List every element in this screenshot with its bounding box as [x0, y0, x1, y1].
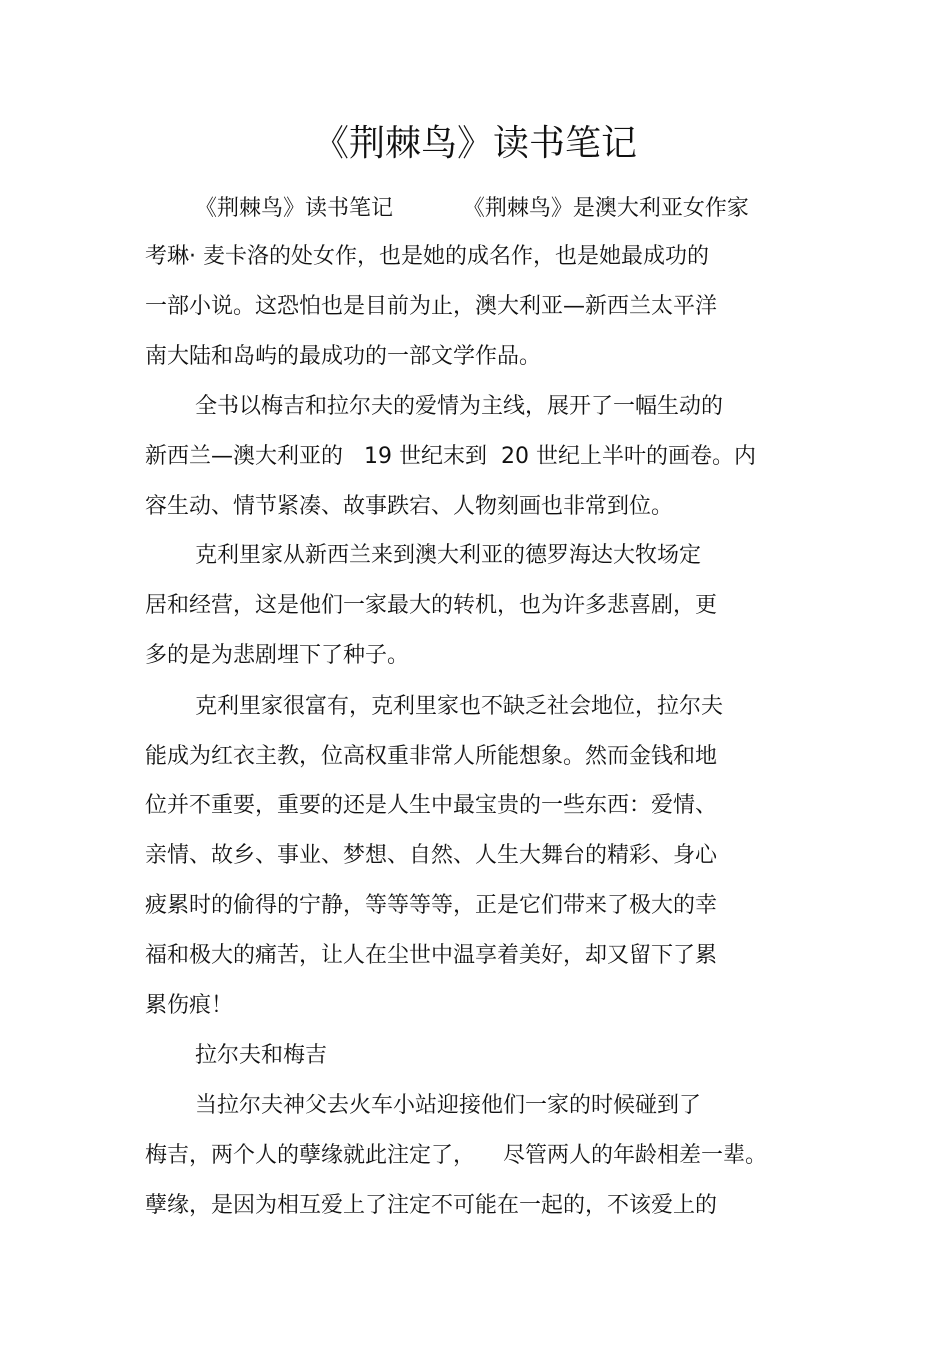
text-line: 新西兰—澳大利亚的 19 世纪末到 20 世纪上半叶的画卷。内: [145, 444, 756, 469]
text-line: 南大陆和岛屿的最成功的一部文学作品。: [145, 344, 542, 369]
text-line: 当拉尔夫神父去火车小站迎接他们一家的时候碰到了: [195, 1093, 702, 1118]
text-line: 疲累时的偷得的宁静，等等等等，正是它们带来了极大的幸: [145, 893, 718, 918]
text-line: 累伤痕！: [145, 993, 234, 1018]
text-line: 全书以梅吉和拉尔夫的爱情为主线，展开了一幅生动的: [195, 394, 724, 419]
text-line: 克利里家从新西兰来到澳大利亚的德罗海达大牧场定: [195, 543, 702, 568]
text-line: 考琳· 麦卡洛的处女作，也是她的成名作，也是她最成功的: [145, 244, 709, 269]
text-line: 梅吉，两个人的孽缘就此注定了， 尽管两人的年龄相差一辈。: [145, 1143, 767, 1168]
text-line: 能成为红衣主教，位高权重非常人所能想象。然而金钱和地: [145, 744, 718, 769]
text-line: 多的是为悲剧埋下了种子。: [145, 643, 410, 668]
text-line: 孽缘，是因为相互爱上了注定不可能在一起的，不该爱上的: [145, 1193, 718, 1218]
text-line: 居和经营，这是他们一家最大的转机，也为许多悲喜剧，更: [145, 593, 718, 618]
section-heading: 拉尔夫和梅吉: [195, 1043, 328, 1068]
text-line: 一部小说。这恐怕也是目前为止，澳大利亚—新西兰太平洋: [145, 294, 718, 319]
text-line: 亲情、故乡、事业、梦想、自然、人生大舞台的精彩、身心: [145, 843, 718, 868]
text-line: 《荆棘鸟》读书笔记 《荆棘鸟》是澳大利亚女作家: [195, 196, 749, 221]
text-line: 容生动、情节紧凑、故事跌宕、人物刻画也非常到位。: [145, 494, 674, 519]
text-line: 位并不重要，重要的还是人生中最宝贵的一些东西：爱情、: [145, 793, 718, 818]
text-line: 福和极大的痛苦，让人在尘世中温享着美好，却又留下了累: [145, 943, 718, 968]
document-title: 《荆棘鸟》读书笔记: [312, 123, 637, 164]
text-line: 克利里家很富有，克利里家也不缺乏社会地位，拉尔夫: [195, 694, 724, 719]
